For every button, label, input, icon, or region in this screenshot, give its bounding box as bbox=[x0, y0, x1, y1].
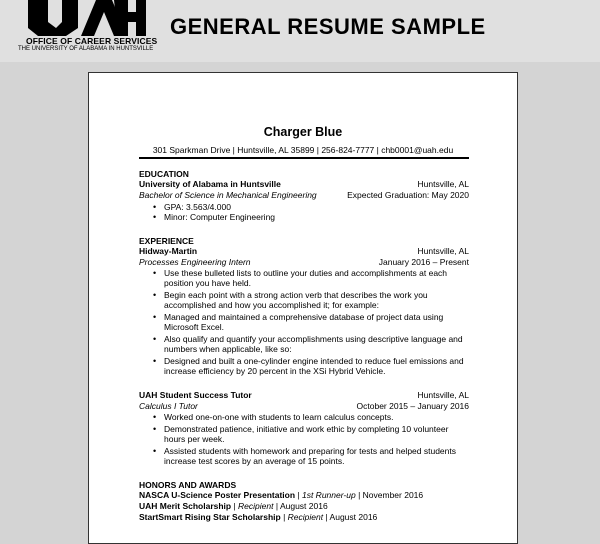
job2-line: • Demonstrated patience, initiative and work ethic by completing 10 volunteer bbox=[164, 424, 448, 434]
honor-item bbox=[139, 490, 423, 500]
experience-heading: EXPERIENCE bbox=[139, 236, 194, 246]
honor-role: 1st Runner-up bbox=[301, 490, 356, 500]
honor-date: August 2016 bbox=[279, 501, 328, 511]
honor-item bbox=[139, 512, 377, 522]
education-minor: • Minor: Computer Engineering bbox=[164, 212, 275, 222]
resume-sheet bbox=[88, 72, 518, 544]
job1-line: • Begin each point with a strong action verb that describes the work you bbox=[164, 290, 428, 300]
job1-line: • Designed and built a one-cylinder engine intended to reduce fuel emissions and bbox=[164, 356, 464, 366]
job2-line: hours per week. bbox=[164, 434, 225, 444]
honor-sep: | bbox=[280, 512, 288, 522]
education-heading: EDUCATION bbox=[139, 169, 189, 179]
job1-line: numbers when applicable, like so: bbox=[164, 344, 292, 354]
job1-line: Microsoft Excel. bbox=[164, 322, 224, 332]
job2-company: UAH Student Success Tutor bbox=[139, 390, 252, 400]
education-graduation: Expected Graduation: May 2020 bbox=[347, 190, 469, 200]
contact-divider bbox=[139, 157, 469, 159]
honor-role: Recipient bbox=[287, 512, 324, 522]
honor-date: November 2016 bbox=[362, 490, 424, 500]
job2-line: • Worked one-on-one with students to learn calculus concepts. bbox=[164, 412, 393, 422]
job2-dates: October 2015 – January 2016 bbox=[356, 401, 469, 411]
job1-line: • Also qualify and quantify your accomplishments using descriptive language and bbox=[164, 334, 463, 344]
resume-contact: 301 Sparkman Drive | Huntsville, AL 35899 | 256-824-7777 | chb0001@uah.edu bbox=[152, 145, 454, 155]
honor-sep: | bbox=[323, 512, 330, 522]
honors-heading: HONORS AND AWARDS bbox=[139, 480, 237, 490]
job1-role: Processes Engineering Intern bbox=[139, 257, 251, 267]
education-location: Huntsville, AL bbox=[417, 179, 469, 189]
job2-role: Calculus I Tutor bbox=[139, 401, 198, 411]
honor-date: August 2016 bbox=[329, 512, 378, 522]
education-degree: Bachelor of Science in Mechanical Engineering bbox=[139, 190, 317, 200]
honor-title: UAH Merit Scholarship bbox=[139, 501, 232, 511]
university-name: THE UNIVERSITY OF ALABAMA IN HUNTSVILLE bbox=[18, 46, 154, 52]
job2-line: increase test scores by an average of 15 points. bbox=[164, 456, 345, 466]
uah-logo bbox=[8, 0, 168, 58]
job1-line: • Managed and maintained a comprehensive database of project data using bbox=[164, 312, 443, 322]
job2-location: Huntsville, AL bbox=[417, 390, 469, 400]
job1-line: accomplished and how you accomplished it; for example: bbox=[164, 300, 379, 310]
honor-title: StartSmart Rising Star Scholarship bbox=[139, 512, 281, 522]
job1-line: increase efficiency by 20 percent in the XSi Hybrid Vehicle. bbox=[164, 366, 386, 376]
honor-item bbox=[139, 501, 328, 511]
top-banner bbox=[0, 0, 600, 62]
honor-sep: | bbox=[231, 501, 239, 511]
education-school: University of Alabama in Huntsville bbox=[139, 179, 281, 189]
honor-sep: | bbox=[295, 490, 302, 500]
uah-logo-mark-icon bbox=[26, 0, 146, 36]
job2-line: • Assisted students with homework and preparing for tests and helped students bbox=[164, 446, 456, 456]
honor-title: NASCA U-Science Poster Presentation bbox=[139, 490, 296, 500]
honor-sep: | bbox=[355, 490, 363, 500]
job1-company: Hidway-Martin bbox=[139, 246, 198, 256]
education-gpa: • GPA: 3.563/4.000 bbox=[164, 202, 231, 212]
honor-sep: | bbox=[273, 501, 280, 511]
banner-title: GENERAL RESUME SAMPLE bbox=[170, 14, 486, 39]
job1-line: position you have held. bbox=[164, 278, 251, 288]
job1-dates: January 2016 – Present bbox=[378, 257, 469, 267]
honor-role: Recipient bbox=[238, 501, 274, 511]
job1-location: Huntsville, AL bbox=[417, 246, 469, 256]
job1-line: • Use these bulleted lists to outline your duties and accomplishments at each bbox=[164, 268, 447, 278]
resume-name: Charger Blue bbox=[263, 125, 343, 139]
office-name: OFFICE OF CAREER SERVICES bbox=[26, 36, 158, 46]
